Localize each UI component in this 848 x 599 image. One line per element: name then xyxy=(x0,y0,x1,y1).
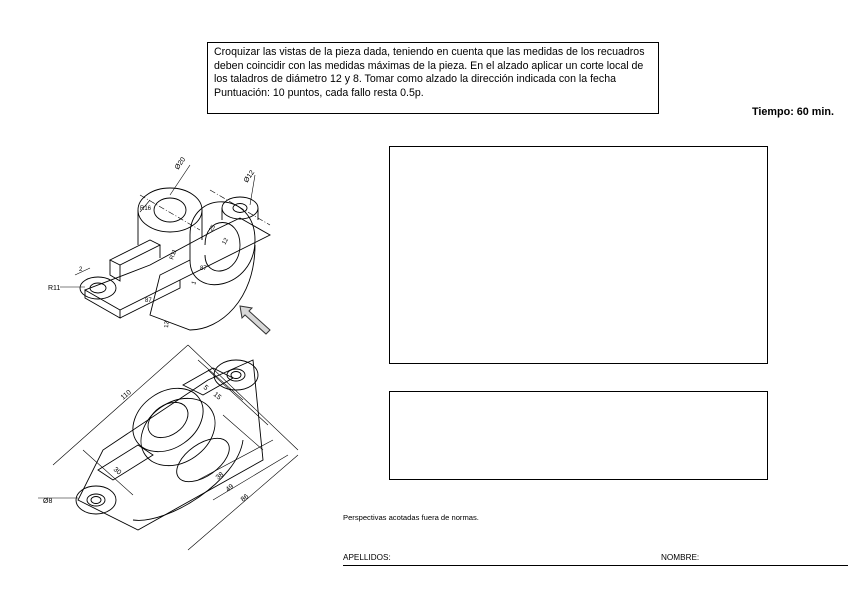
instructions-box xyxy=(207,42,659,114)
dim-label: 5 xyxy=(201,384,210,393)
dim-label: 110 xyxy=(119,388,133,402)
dim-label: R11 xyxy=(48,285,61,292)
dim-label: 12 xyxy=(221,237,231,246)
dim-label: 12 xyxy=(164,320,171,329)
dim-label: Ø20 xyxy=(173,156,188,172)
isometric-drawing-bottom xyxy=(38,330,308,560)
dim-label: 87 xyxy=(145,298,152,304)
drawing-box-front-view xyxy=(389,146,768,364)
dim-label: 38 xyxy=(214,471,226,482)
nombre-label: NOMBRE: xyxy=(661,553,700,562)
nombre-field[interactable] xyxy=(661,553,848,566)
dim-label: 49 xyxy=(224,483,236,494)
dim-label: Ø8 xyxy=(43,498,53,505)
time-label: Tiempo: 60 min. xyxy=(752,106,834,118)
perspective-note: Perspectivas acotadas fuera de normas. xyxy=(343,513,479,522)
dim-label: Ø12 xyxy=(242,169,257,185)
instruction-line: Croquizar las vistas de la pieza dada, teniendo en cuenta que las medidas de los recuadros xyxy=(214,46,645,58)
dim-label: 30 xyxy=(111,466,123,477)
drawing-box-top-view xyxy=(389,391,768,480)
dim-label: 2 xyxy=(79,267,83,273)
instruction-line: Puntuación: 10 puntos, cada fallo resta 0.5p. xyxy=(214,86,424,99)
instruction-line: deben coincidir con las medidas máximas de la pieza. En el alzado aplicar un corte local de xyxy=(214,59,644,72)
dim-label: 87 xyxy=(200,266,207,272)
dim-label: 15 xyxy=(211,391,223,402)
isometric-drawing-top xyxy=(40,150,330,350)
instruction-line: los taladros de diámetro 12 y 8. Tomar como alzado la dirección indicada con la fecha xyxy=(214,73,617,86)
apellidos-label: APELLIDOS: xyxy=(343,553,391,562)
apellidos-field[interactable] xyxy=(343,553,661,566)
dim-label: 1 xyxy=(191,280,199,286)
dim-label: 86 xyxy=(239,493,251,504)
dim-label: R11 xyxy=(169,248,179,261)
dim-label: R16 xyxy=(140,206,152,212)
dim-label: 25 xyxy=(208,224,218,233)
